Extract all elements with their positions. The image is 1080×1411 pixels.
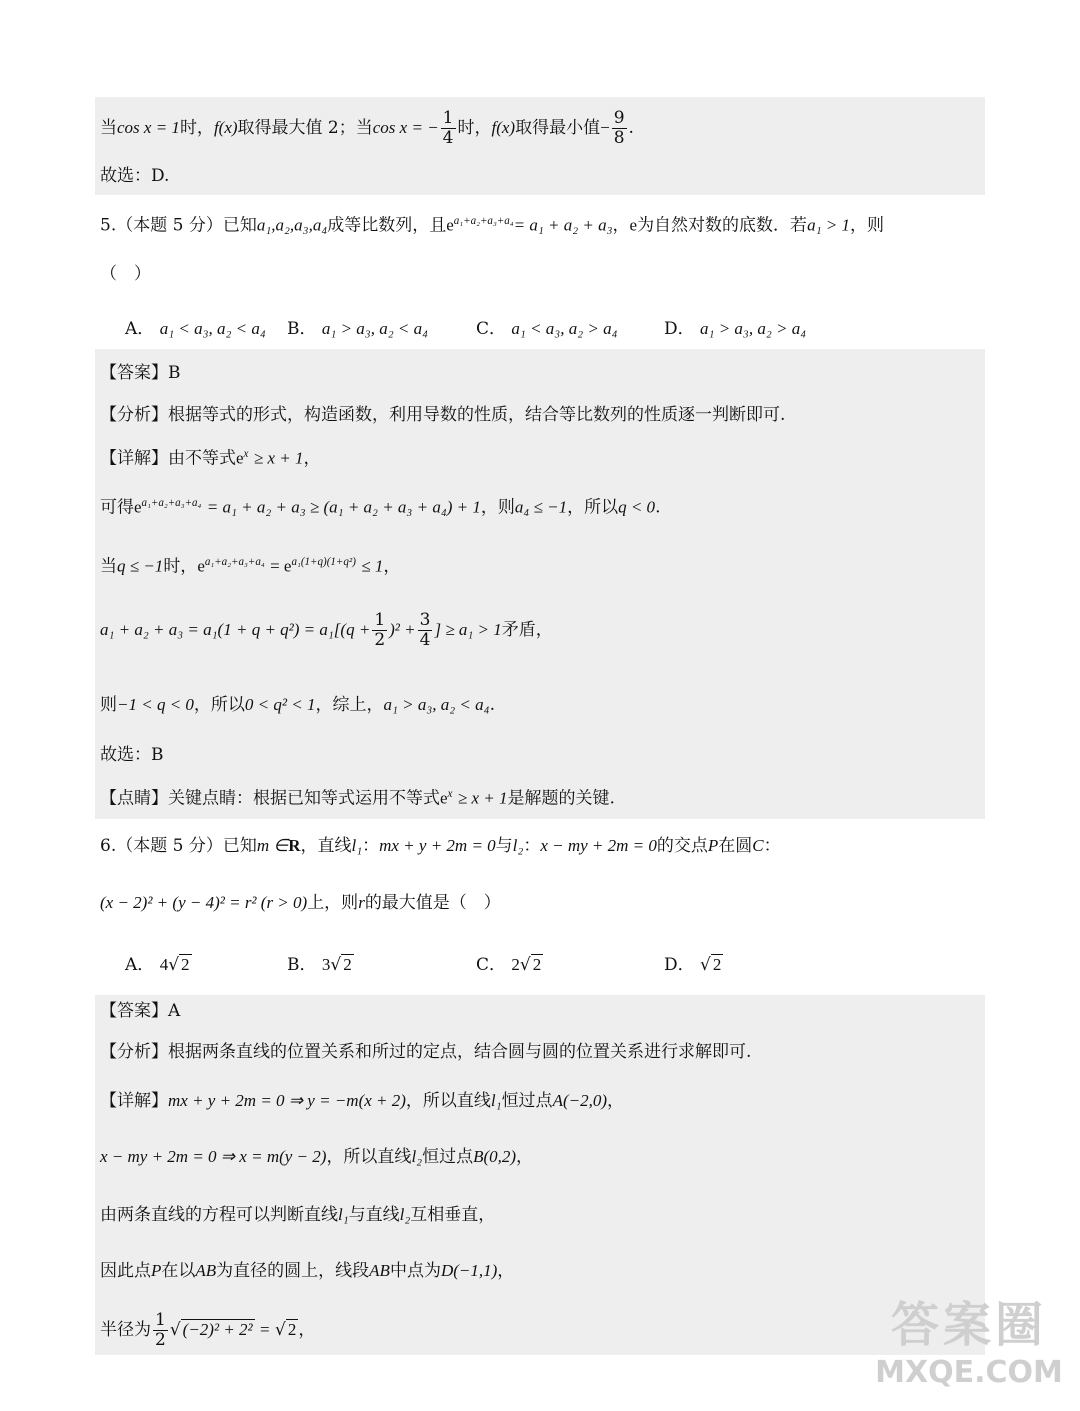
q5-remark: 【点睛】关键点睛：根据已知等式运用不等式$e^x \ge x + 1$是解题的关键. [100, 788, 615, 809]
watermark-logo: 答案圈 MXQE.COM [875, 1297, 1063, 1390]
q6-option-c[interactable]: C． 2√ 2 [476, 955, 542, 975]
q6-analysis: 【分析】根据两条直线的位置关系和所过的定点，结合圆与圆的位置关系进行求解即可. [100, 1042, 752, 1062]
cont-line-2: 故选：D. [100, 166, 170, 186]
q6-option-d[interactable]: D． √ 2 [664, 955, 722, 975]
q6-detail-3: 由两条直线的方程可以判断直线l₁与直线l₂互相垂直， [100, 1205, 496, 1225]
fraction: $\frac{9}{8}$ [613, 108, 625, 148]
q6-detail-5: 半径为 $\frac{1}{2}$ √ (−2)² + 2² = √ 2 ， [100, 1310, 316, 1350]
q6-stem-line-2: (x − 2)² + (y − 4)² = r² (r > 0)上，则r的最大值是（ ） [100, 893, 501, 913]
fraction: $\frac{1}{2}$ [155, 1310, 166, 1350]
q5-answer: 【答案】B [100, 363, 181, 383]
q5-choose: 故选：B [100, 745, 164, 765]
q5-detail-1: 【详解】由不等式$e^x \ge x + 1$， [100, 448, 321, 469]
fraction: $\frac{1}{4}$ [442, 108, 454, 148]
q5-option-d[interactable]: D． a₁ > a₃, a₂ > a₄ [664, 319, 807, 339]
q5-detail-3: 当q ≤ −1时，$e^{a_1+a_2+a_3+a_4} = e^{a_1(1+q)(1+q^2)} \le 1$， [100, 556, 401, 577]
q5-option-a[interactable]: A． a₁ < a₃, a₂ < a₄ [125, 319, 266, 339]
q5-detail-4: a₁ + a₂ + a₃ = a₁(1 + q + q²) = a₁[(q + $\frac{1}{2}$ )² + $\frac{3}{4}$ ] ≥ a₁ > 1矛盾， [100, 610, 553, 650]
q5-stem-line-2: （ ） [100, 264, 151, 284]
q5-option-b[interactable]: B． a₁ > a₃, a₂ < a₄ [287, 319, 428, 339]
q5-stem-line-1: 5.（本题 5 分）已知a₁,a₂,a₃,a₄成等比数列，且$e^{a_1+a_2+a_3+a_4}= a_1 + a_2 + a_3$，e为自然对数的底数．若a₁ > 1，则 [100, 215, 884, 236]
q6-answer: 【答案】A [100, 1001, 181, 1021]
q6-option-a[interactable]: A． 4√ 2 [125, 955, 190, 975]
fraction: $\frac{3}{4}$ [419, 610, 431, 650]
cont-line-1: 当cos x = 1时，f(x)取得最大值 2；当cos x = − $\frac{1}{4}$ 时，f(x)取得最小值− $\frac{9}{8}$ . [100, 108, 634, 148]
q6-detail-2: x − my + 2m = 0 ⇒ x = m(y − 2)，所以直线l₂恒过点B(0,2)， [100, 1147, 534, 1167]
q6-detail-4: 因此点P在以AB为直径的圆上，线段AB中点为D(−1,1)， [100, 1261, 515, 1281]
q6-stem-line-1: 6.（本题 5 分）已知m ∈R，直线l₁：mx + y + 2m = 0与l₂：x − my + 2m = 0的交点P在圆C： [100, 836, 781, 856]
q5-detail-5: 则−1 < q < 0，所以0 < q² < 1，综上，a₁ > a₃, a₂ < a₄. [100, 695, 495, 715]
q5-detail-2: 可得$e^{a_1+a_2+a_3+a_4} = a_1 + a_2 + a_3 \ge (a_1 + a_2 + a_3 + a_4) + 1$，则a₄ ≤ −1，所以q < 0. [100, 497, 661, 518]
q5-analysis: 【分析】根据等式的形式，构造函数，利用导数的性质，结合等比数列的性质逐一判断即可. [100, 405, 786, 425]
fraction: $\frac{1}{2}$ [374, 610, 386, 650]
q6-detail-1: 【详解】mx + y + 2m = 0 ⇒ y = −m(x + 2)，所以直线l₁恒过点A(−2,0)， [100, 1091, 624, 1111]
q6-option-b[interactable]: B． 3√ 2 [287, 955, 352, 975]
q5-option-c[interactable]: C． a₁ < a₃, a₂ > a₄ [476, 319, 618, 339]
